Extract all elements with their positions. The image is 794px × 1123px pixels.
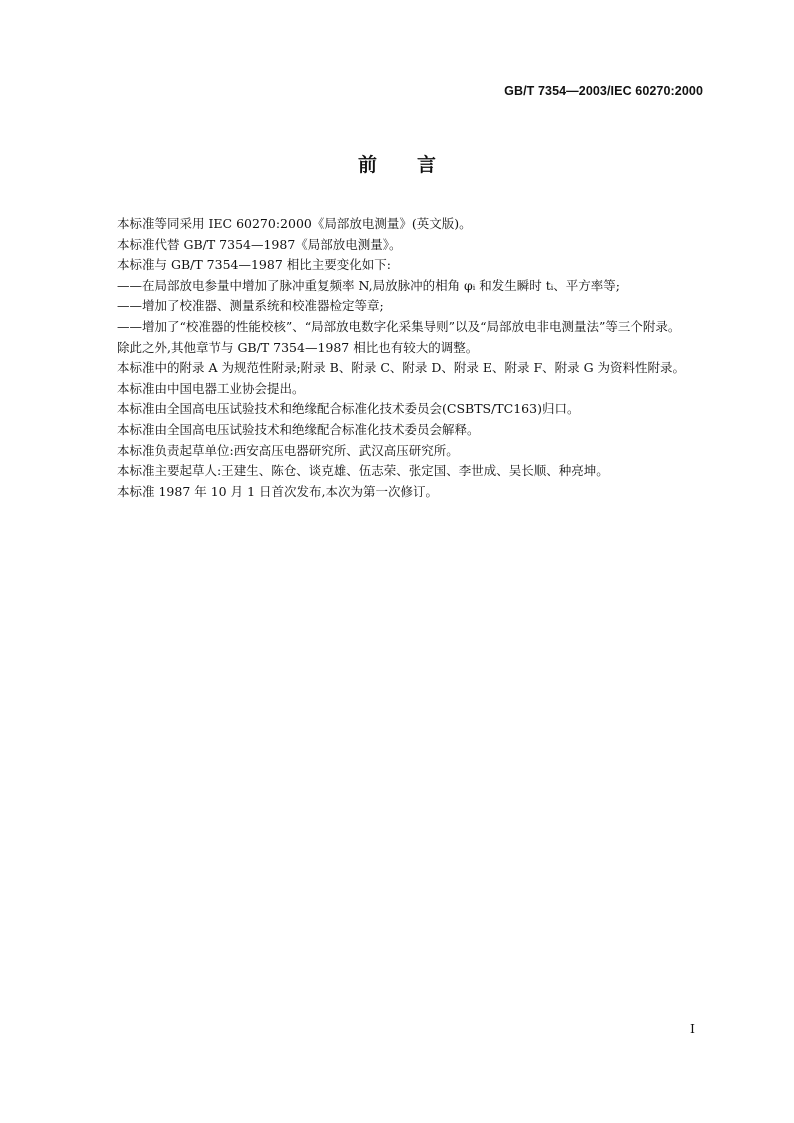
page-number: I [690, 1021, 695, 1036]
change-item-parameters: ——在局部放电参量中增加了脉冲重复频率 N,局放脉冲的相角 φᵢ 和发生瞬时 tᵢ、平方率等; [117, 277, 621, 293]
page-title: 前言 [357, 154, 476, 176]
preface-body [90, 214, 704, 502]
paragraph-replacement: 本标准代替 GB/T 7354—1987《局部放电测量》。 [117, 236, 402, 252]
paragraph-drafters: 本标准主要起草人:王建生、陈仓、谈克雄、伍志荣、张定国、李世成、吴长顺、种亮坤。 [117, 463, 609, 479]
paragraph-interpreted-by: 本标准由全国高电压试验技术和绝缘配合标准化技术委员会解释。 [117, 421, 480, 437]
paragraph-main-changes: 本标准与 GB/T 7354—1987 相比主要变化如下: [117, 257, 391, 273]
paragraph-drafting-organizations: 本标准负责起草单位:西安高压电器研究所、武汉高压研究所。 [117, 442, 459, 458]
paragraph-proposed-by: 本标准由中国电器工业协会提出。 [117, 380, 305, 396]
paragraph-adoption: 本标准等同采用 IEC 60270:2000《局部放电测量》(英文版)。 [117, 216, 472, 231]
paragraph-under-jurisdiction: 本标准由全国高电压试验技术和绝缘配合标准化技术委员会(CSBTS/TC163)归口。 [117, 401, 580, 417]
change-item-chapters: ——增加了校准器、测量系统和校准器检定等章; [117, 298, 384, 314]
paragraph-other-changes: 除此之外,其他章节与 GB/T 7354—1987 相比也有较大的调整。 [117, 339, 479, 355]
paragraph-annex-types: 本标准中的附录 A 为规范性附录;附录 B、附录 C、附录 D、附录 E、附录 F、附录 G 为资料性附录。 [117, 360, 686, 376]
standard-number-header: GB/T 7354—2003/IEC 60270:2000 [504, 84, 703, 98]
paragraph-publication-history: 本标准 1987 年 10 月 1 日首次发布,本次为第一次修订。 [117, 483, 438, 499]
change-item-annexes: ——增加了“校准器的性能校核”、“局部放电数字化采集导则”以及“局部放电非电测量法”等三个附录。 [117, 318, 681, 334]
